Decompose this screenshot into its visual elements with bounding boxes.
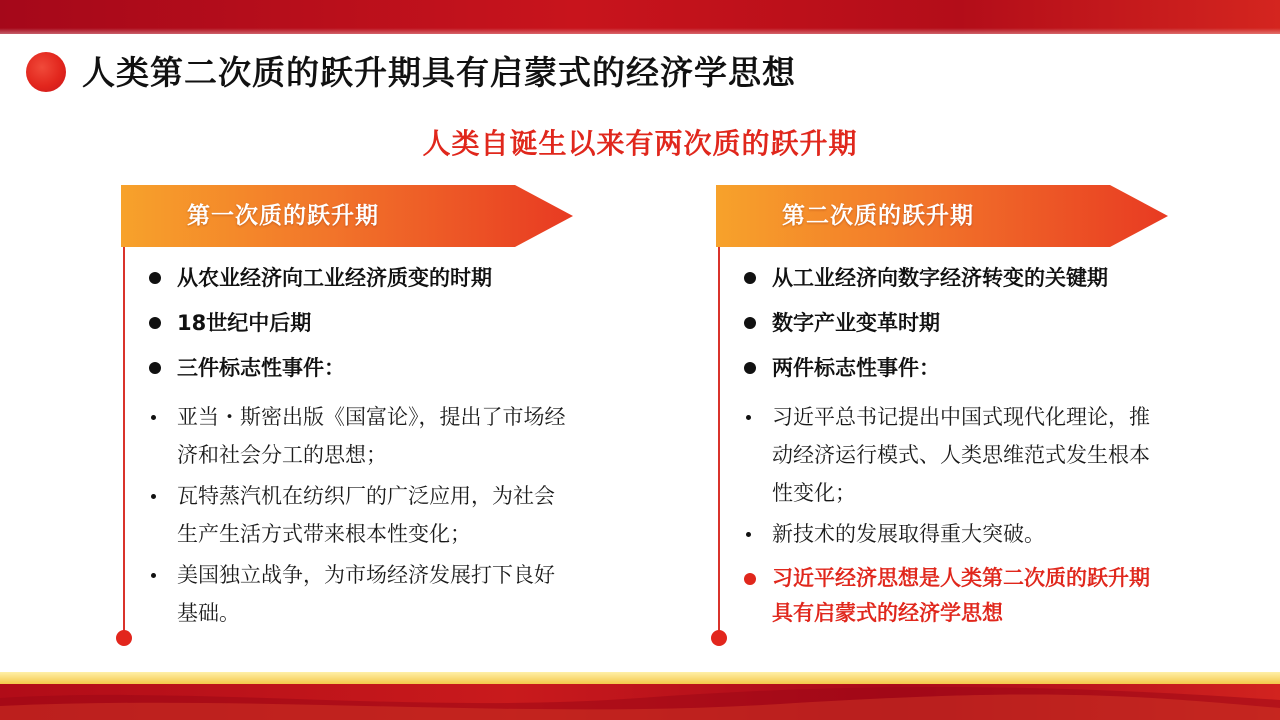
left-timeline-line (123, 185, 125, 635)
bottom-decorative-band (0, 684, 1280, 720)
right-header-label: 第二次质的跃升期 (782, 203, 974, 229)
title-bullet-dot (26, 52, 66, 92)
small-bullet-icon (746, 532, 751, 537)
small-bullet-icon (151, 494, 156, 499)
left-header-label: 第一次质的跃升期 (187, 203, 379, 229)
right-subitem-2 (740, 515, 1170, 553)
right-item-3 (740, 353, 1170, 383)
right-timeline-end-dot (711, 630, 727, 646)
left-item-3-text: 三件标志性事件： (177, 356, 345, 380)
left-subitem-1-text: 亚当・斯密出版《国富论》，提出了市场经济和社会分工的思想； (177, 405, 566, 467)
bullet-dot-icon (744, 317, 756, 329)
left-item-3 (145, 353, 575, 383)
left-subitem-3-text: 美国独立战争，为市场经济发展打下良好基础。 (177, 563, 555, 625)
right-timeline-line (718, 185, 720, 635)
right-column (716, 185, 1176, 645)
right-item-2 (740, 308, 1170, 338)
page-title: 人类第二次质的跃升期具有启蒙式的经济学思想 (82, 53, 796, 92)
bullet-dot-icon (744, 362, 756, 374)
right-highlight-text: 习近平经济思想是人类第二次质的跃升期具有启蒙式的经济学思想 (772, 566, 1150, 625)
right-subitem-2-text: 新技术的发展取得重大突破。 (772, 522, 1045, 546)
left-timeline-end-dot (116, 630, 132, 646)
left-item-list (145, 263, 575, 635)
right-item-1 (740, 263, 1170, 293)
right-subitem-1 (740, 398, 1170, 512)
left-item-1-text: 从农业经济向工业经济质变的时期 (177, 266, 492, 290)
left-item-1 (145, 263, 575, 293)
left-subitem-2-text: 瓦特蒸汽机在纺织厂的广泛应用，为社会生产生活方式带来根本性变化； (177, 484, 555, 546)
bullet-dot-icon (149, 272, 161, 284)
small-bullet-icon (746, 415, 751, 420)
right-item-2-text: 数字产业变革时期 (772, 311, 940, 335)
right-highlight-item (740, 561, 1170, 631)
right-item-3-text: 两件标志性事件： (772, 356, 940, 380)
left-column (121, 185, 581, 645)
right-subitem-1-text: 习近平总书记提出中国式现代化理论，推动经济运行模式、人类思维范式发生根本性变化； (772, 405, 1150, 505)
bullet-dot-icon (149, 317, 161, 329)
small-bullet-icon (151, 415, 156, 420)
bottom-wave-decoration (0, 684, 1280, 720)
left-subitem-2 (145, 477, 575, 553)
right-item-1-text: 从工业经济向数字经济转变的关键期 (772, 266, 1108, 290)
left-subitem-3 (145, 556, 575, 632)
left-item-2-text: 18世纪中后期 (177, 311, 312, 335)
red-bullet-dot-icon (744, 573, 756, 585)
top-decorative-band (0, 0, 1280, 34)
left-item-2 (145, 308, 575, 338)
bullet-dot-icon (744, 272, 756, 284)
page-subtitle: 人类自诞生以来有两次质的跃升期 (422, 127, 858, 160)
small-bullet-icon (151, 573, 156, 578)
bullet-dot-icon (149, 362, 161, 374)
right-item-list (740, 263, 1170, 631)
left-subitem-1 (145, 398, 575, 474)
bottom-gold-stripe (0, 672, 1280, 684)
